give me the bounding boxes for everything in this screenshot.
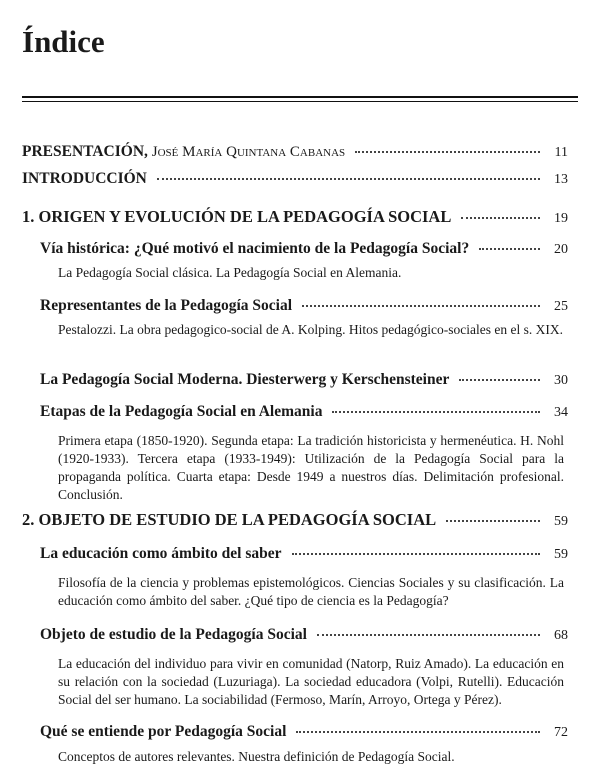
- entry-label: Etapas de la Pedagogía Social en Alemania: [40, 403, 323, 420]
- entry-author: José María Quintana Cabanas: [151, 144, 346, 160]
- dot-leader: [446, 520, 540, 522]
- entry-label: La Pedagogía Social Moderna. Diesterwerg y Kerschensteiner: [40, 371, 450, 388]
- toc-section-moderna[interactable]: [40, 371, 568, 389]
- page-number: 19: [554, 211, 568, 226]
- entry-label: Representantes de la Pedagogía Social: [40, 297, 293, 314]
- toc-section-representantes[interactable]: [40, 297, 568, 315]
- page-number: 72: [554, 725, 568, 740]
- page-number: 59: [554, 547, 568, 562]
- page-number: 34: [554, 405, 568, 420]
- entry-label: Qué se entiende por Pedagogía Social: [40, 723, 287, 740]
- entry-label: Objeto de estudio de la Pedagogía Social: [40, 626, 307, 643]
- entry-label: PRESENTACIÓN, José María Quintana Cabanas: [22, 143, 346, 160]
- section-description: Conceptos de autores relevantes. Nuestra definición de Pedagogía Social.: [58, 749, 455, 764]
- page-number: 30: [554, 373, 568, 388]
- dot-leader: [317, 634, 540, 636]
- toc-section-via-historica[interactable]: [40, 240, 568, 258]
- toc-entry-introduccion[interactable]: [22, 170, 568, 188]
- dot-leader: [461, 217, 540, 219]
- toc-entry-presentacion[interactable]: [22, 143, 568, 161]
- entry-label: Vía histórica: ¿Qué motivó el nacimiento de la Pedagogía Social?: [40, 240, 470, 257]
- page-number: 11: [554, 145, 568, 160]
- toc-section-educacion-ambito[interactable]: [40, 545, 568, 563]
- dot-leader: [157, 178, 540, 180]
- double-rule-divider: [22, 96, 578, 102]
- entry-label: La educación como ámbito del saber: [40, 545, 282, 562]
- page-number: 68: [554, 628, 568, 643]
- page-number: 25: [554, 299, 568, 314]
- page-number: 13: [554, 172, 568, 187]
- section-description: Filosofía de la ciencia y problemas epistemológicos. Ciencias Sociales y su clasificación. La educación como ámbito del saber. ¿Qué tipo de ciencia es la Pedagogía?: [58, 575, 564, 608]
- dot-leader: [479, 248, 540, 250]
- toc-section-objeto-estudio[interactable]: [40, 626, 568, 644]
- dot-leader: [292, 553, 540, 555]
- entry-label: 2. OBJETO DE ESTUDIO DE LA PEDAGOGÍA SOCIAL: [22, 510, 437, 529]
- toc-chapter-2[interactable]: [22, 510, 568, 530]
- section-description: La educación del individuo para vivir en comunidad (Natorp, Ruiz Amado). La educación en su relación con la sociedad (Luzuriaga). La sociedad educadora (Volpi, Rutelli). Educación Social del ser humano. La sociabilidad (Fermoso, Marín, Arroyo, Ortega y Pérez).: [58, 656, 564, 707]
- page-number: 20: [554, 242, 568, 257]
- page-number: 59: [554, 514, 568, 529]
- section-description: Primera etapa (1850-1920). Segunda etapa: La tradición historicista y hermenéutica. H. Nohl (1920-1933). Tercera etapa (1933-1949): Utilización de la Pedagogía Social para la propaganda política. Cuarta etapa: Desde 1949 a nuestros días. Delimitación profesional. Conclusión.: [58, 433, 564, 502]
- dot-leader: [302, 305, 540, 307]
- dot-leader: [332, 411, 540, 413]
- dot-leader: [459, 379, 540, 381]
- entry-label: INTRODUCCIÓN: [22, 170, 147, 187]
- toc-chapter-1[interactable]: [22, 207, 568, 227]
- toc-section-etapas[interactable]: [40, 403, 568, 421]
- section-description: Pestalozzi. La obra pedagogico-social de A. Kolping. Hitos pedagógico-sociales en el s. XIX.: [58, 322, 563, 337]
- toc-section-que-se-entiende[interactable]: [40, 723, 568, 741]
- page-title: Índice: [22, 24, 105, 59]
- dot-leader: [296, 731, 540, 733]
- dot-leader: [355, 151, 540, 153]
- entry-label: 1. ORIGEN Y EVOLUCIÓN DE LA PEDAGOGÍA SOCIAL: [22, 207, 452, 226]
- section-description: La Pedagogía Social clásica. La Pedagogía Social en Alemania.: [58, 265, 402, 280]
